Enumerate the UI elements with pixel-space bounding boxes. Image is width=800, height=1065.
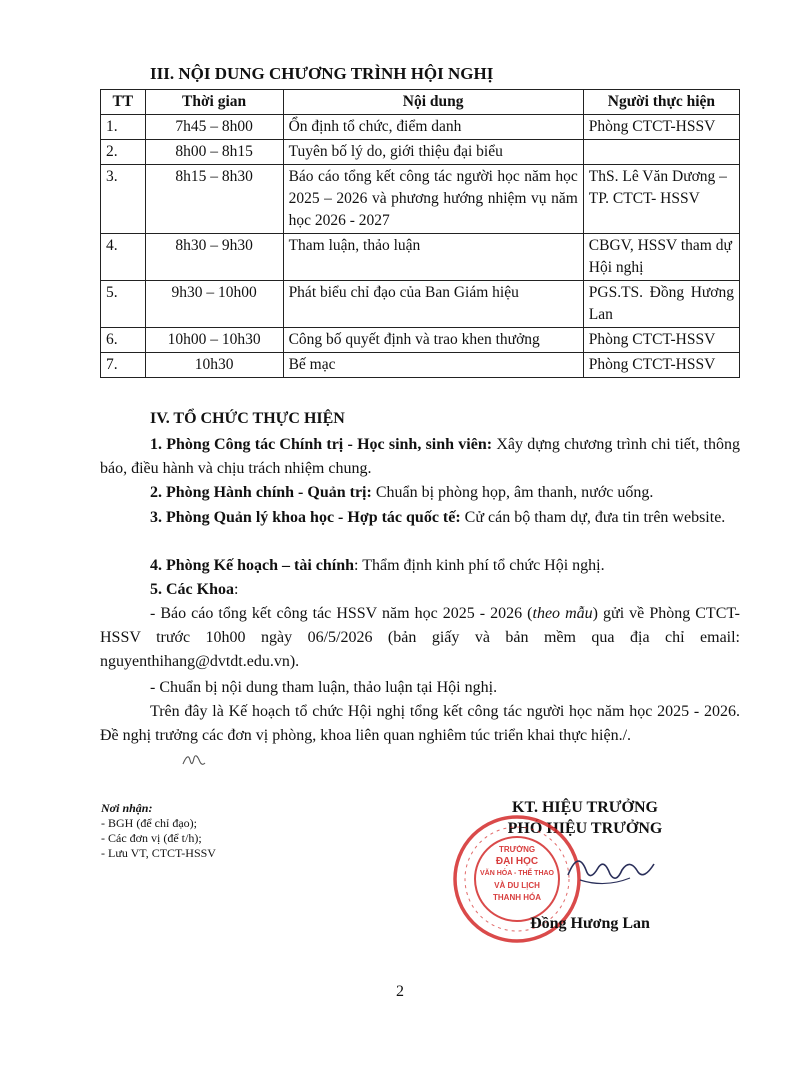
row-content: Tham luận, thảo luận bbox=[283, 234, 583, 281]
header-tt: TT bbox=[101, 90, 146, 115]
table-header-row bbox=[101, 90, 740, 115]
seal-text bbox=[467, 844, 567, 904]
paragraph-7: - Chuẩn bị nội dung tham luận, thảo luận tại Hội nghị. bbox=[150, 679, 498, 696]
paragraph-5 bbox=[150, 578, 740, 602]
row-tt: 1. bbox=[101, 115, 146, 140]
paragraph-6-text-b: ) gửi về Phòng CTCT-HSSV trước 10h00 ngày 06/5/2026 (bản giấy và bản mềm qua địa chỉ email: nguyenthihang@dvtdt.edu.vn). bbox=[100, 605, 741, 670]
header-time: Thời gian bbox=[145, 90, 283, 115]
row-time: 10h30 bbox=[145, 353, 283, 378]
row-time: 8h15 – 8h30 bbox=[145, 165, 283, 234]
paragraph-6 bbox=[100, 602, 740, 674]
row-person: PGS.TS. Đồng Hương Lan bbox=[583, 281, 739, 328]
page-number: 2 bbox=[396, 983, 404, 1000]
row-person: ThS. Lê Văn Dương – TP. CTCT- HSSV bbox=[583, 165, 739, 234]
row-tt: 5. bbox=[101, 281, 146, 328]
table-row bbox=[101, 234, 740, 281]
paragraph-5-bold: 5. Các Khoa bbox=[150, 581, 234, 598]
recipients-item: - Các đơn vị (để t/h); bbox=[101, 831, 202, 845]
paragraph-2-text: Chuẩn bị phòng họp, âm thanh, nước uống. bbox=[371, 484, 654, 501]
paragraph-6-text-a: - Báo cáo tổng kết công tác HSSV năm học 2025 - 2026 ( bbox=[150, 605, 533, 622]
row-content: Phát biểu chỉ đạo của Ban Giám hiệu bbox=[283, 281, 583, 328]
signer-name: Đồng Hương Lan bbox=[530, 915, 650, 932]
row-content: Tuyên bố lý do, giới thiệu đại biểu bbox=[283, 140, 583, 165]
paragraph-2 bbox=[150, 481, 740, 505]
row-person: Phòng CTCT-HSSV bbox=[583, 328, 739, 353]
row-content: Bế mạc bbox=[283, 353, 583, 378]
program-table bbox=[100, 89, 740, 378]
row-content: Ổn định tổ chức, điểm danh bbox=[283, 115, 583, 140]
section-3-title: III. NỘI DUNG CHƯƠNG TRÌNH HỘI NGHỊ bbox=[150, 64, 494, 83]
paragraph-1-bold: 1. Phòng Công tác Chính trị - Học sinh, sinh viên: bbox=[150, 436, 493, 453]
header-person: Người thực hiện bbox=[583, 90, 739, 115]
paragraph-5-text: : bbox=[234, 581, 239, 598]
seal-text-line: VÀ DU LỊCH bbox=[494, 881, 540, 890]
row-time: 7h45 – 8h00 bbox=[145, 115, 283, 140]
row-tt: 6. bbox=[101, 328, 146, 353]
section-4-title: IV. TỔ CHỨC THỰC HIỆN bbox=[150, 410, 345, 427]
seal-text-line: VĂN HÓA - THỂ THAO bbox=[479, 870, 555, 877]
row-person: CBGV, HSSV tham dự Hội nghị bbox=[583, 234, 739, 281]
recipients-title: Nơi nhận: bbox=[101, 801, 153, 815]
paragraph-4 bbox=[150, 554, 740, 578]
paragraph-3-bold: 3. Phòng Quản lý khoa học - Hợp tác quốc tế: bbox=[150, 509, 461, 526]
table-row bbox=[101, 328, 740, 353]
table-row bbox=[101, 140, 740, 165]
recipients-item: - BGH (để chỉ đạo); bbox=[101, 816, 197, 830]
handwritten-signature-icon bbox=[560, 840, 660, 900]
table-row bbox=[101, 165, 740, 234]
table-row bbox=[101, 353, 740, 378]
row-time: 10h00 – 10h30 bbox=[145, 328, 283, 353]
row-tt: 2. bbox=[101, 140, 146, 165]
seal-text-line: ĐẠI HỌC bbox=[495, 856, 539, 867]
row-content: Báo cáo tổng kết công tác người học năm học 2025 – 2026 và phương hướng nhiệm vụ năm học 2026 - 2027 bbox=[283, 165, 583, 234]
row-person: Phòng CTCT-HSSV bbox=[583, 353, 739, 378]
header-content: Nội dung bbox=[283, 90, 583, 115]
recipients bbox=[101, 801, 216, 861]
initial-mark-icon bbox=[180, 750, 206, 772]
paragraph-8: Trên đây là Kế hoạch tổ chức Hội nghị tổng kết công tác người học năm học 2025 - 2026. Đề nghị trưởng các đơn vị phòng, khoa liên quan nghiêm túc triển khai thực hiện./. bbox=[100, 703, 740, 744]
paragraph-4-text: : Thẩm định kinh phí tổ chức Hội nghị. bbox=[354, 557, 605, 574]
signature-line-2: PHÓ HIỆU TRƯỞNG bbox=[507, 820, 663, 837]
paragraph-1 bbox=[100, 433, 740, 481]
paragraph-1-text: Xây dựng chương trình chi tiết, thông báo, điều hành và chịu trách nhiệm chung. bbox=[100, 436, 741, 477]
paragraph-4-bold: 4. Phòng Kế hoạch – tài chính bbox=[150, 557, 355, 574]
paragraph-3-text: Cử cán bộ tham dự, đưa tin trên website. bbox=[460, 509, 726, 526]
row-tt: 7. bbox=[101, 353, 146, 378]
row-time: 8h30 – 9h30 bbox=[145, 234, 283, 281]
row-person bbox=[583, 140, 739, 165]
recipients-item: - Lưu VT, CTCT-HSSV bbox=[101, 846, 216, 860]
seal-text-line: TRƯỜNG bbox=[498, 845, 536, 854]
table-row bbox=[101, 115, 740, 140]
paragraph-6-italic: theo mẫu bbox=[532, 605, 593, 622]
row-time: 8h00 – 8h15 bbox=[145, 140, 283, 165]
row-tt: 4. bbox=[101, 234, 146, 281]
row-tt: 3. bbox=[101, 165, 146, 234]
signature-line-1: KT. HIỆU TRƯỞNG bbox=[512, 799, 658, 816]
seal-text-line: THANH HÓA bbox=[493, 893, 541, 902]
paragraph-3 bbox=[100, 506, 740, 530]
paragraph-2-bold: 2. Phòng Hành chính - Quản trị: bbox=[150, 484, 372, 501]
row-person: Phòng CTCT-HSSV bbox=[583, 115, 739, 140]
row-content: Công bố quyết định và trao khen thưởng bbox=[283, 328, 583, 353]
row-time: 9h30 – 10h00 bbox=[145, 281, 283, 328]
table-row bbox=[101, 281, 740, 328]
